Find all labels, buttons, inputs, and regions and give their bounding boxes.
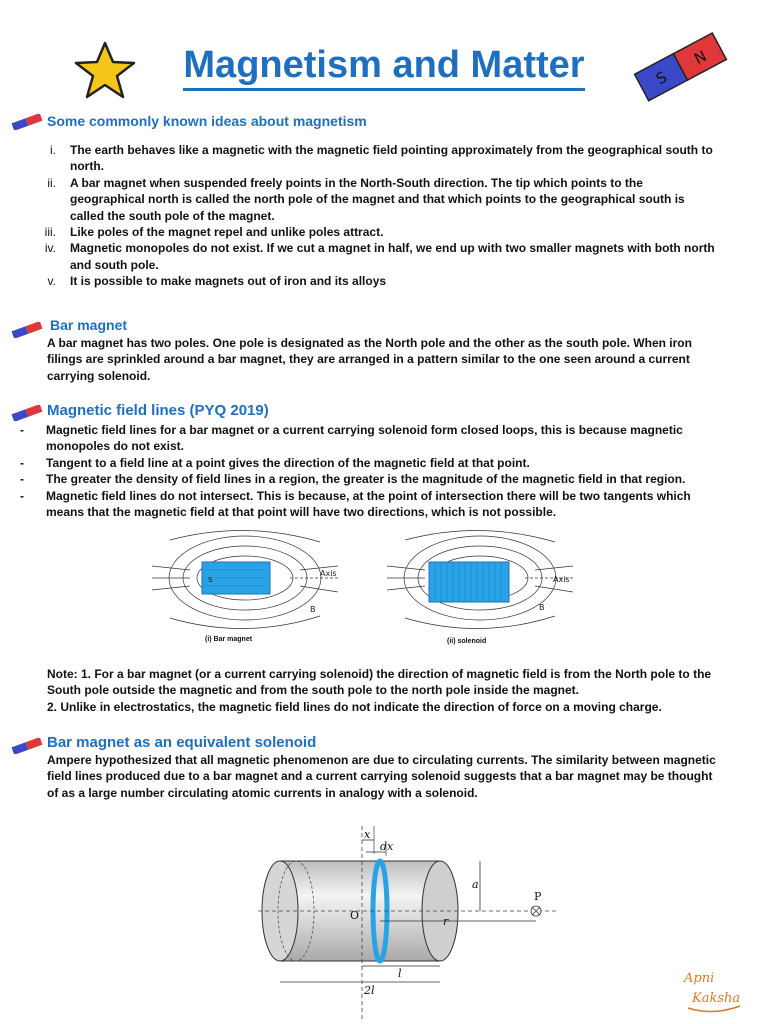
axis-label: Axis	[320, 569, 337, 578]
label-a: a	[472, 878, 479, 891]
label-o: O	[350, 909, 360, 922]
list-item: - Magnetic field lines do not intersect. This is because, at the point of intersection there will be two tangents which means that the magnetic field at that point will have two directions, which is not possible.	[20, 488, 691, 520]
svg-text:Apni: Apni	[684, 971, 715, 986]
mini-magnet-icon	[10, 405, 44, 421]
equivalent-solenoid-paragraph: Ampere hypothesized that all magnetic phenomenon are due to circulating currents. The similarity between magnetic field lines produced due to a bar magnet and a current carrying solenoid suggests that a bar magnet may be thought of as a large number circulating atomic currents in analogy with a solenoid.	[47, 753, 716, 800]
bar-magnet-field-figure	[150, 530, 340, 650]
note-paragraph-1: Note: 1. For a bar magnet (or a current carrying solenoid) the direction of magnetic field is from the North pole to the South pole outside the magnetic and from the south pole to the north pole inside the magnet.	[47, 667, 712, 698]
svg-text:Kaksha: Kaksha	[692, 991, 741, 1006]
label-x: x	[364, 828, 371, 841]
list-item: - The greater the density of field lines in a region, the greater is the magnitude of the magnetic field in that region.	[20, 472, 686, 487]
label-dx: dx	[380, 840, 394, 853]
label-l: l	[398, 967, 402, 980]
axis-label: Axis	[553, 575, 570, 584]
label-p: P	[534, 890, 542, 903]
section-heading-field-lines: Magnetic field lines (PYQ 2019)	[47, 402, 269, 419]
label-r: r	[443, 915, 449, 928]
list-item: - Magnetic field lines for a bar magnet or a current carrying solenoid form closed loops, this is because magnetic monopoles do not exist.	[20, 423, 683, 454]
note-paragraph-2: 2. Unlike in electrostatics, the magnetic field lines do not indicate the direction of force on a moving charge.	[47, 700, 662, 714]
section-heading-ideas: Some commonly known ideas about magnetism	[47, 113, 367, 129]
north-pole-label: N	[691, 46, 710, 69]
bar-magnet-icon	[628, 30, 732, 102]
section-heading-bar-magnet: Bar magnet	[50, 317, 128, 333]
field-lines-list	[20, 422, 720, 520]
south-pole-label: S	[653, 67, 670, 89]
figure-caption: (i) Bar magnet	[205, 636, 253, 643]
ideas-list	[30, 142, 720, 290]
list-item: iii. Like poles of the magnet repel and unlike poles attract.	[44, 225, 384, 240]
list-item: i. The earth behaves like a magnetic with the magnetic field pointing approximately from the geographical south to north.	[50, 143, 713, 174]
bar-magnet-paragraph: A bar magnet has two poles. One pole is designated as the North pole and the other as the south pole. When iron filings are sprinkled around a bar magnet, they are arranged in a pattern similar to the one seen around a current carrying solenoid.	[47, 336, 692, 383]
mini-magnet-icon	[10, 738, 44, 754]
apni-kaksha-logo	[678, 962, 748, 1018]
list-item: iv. Magnetic monopoles do not exist. If we cut a magnet in half, we end up with two smaller magnets with both north and south pole.	[44, 241, 715, 272]
field-label-b: B	[539, 603, 545, 612]
page-title: Magnetism and Matter	[0, 44, 768, 87]
list-item: ii. A bar magnet when suspended freely points in the North-South direction. The tip which points to the geographical north is called the north pole of the magnet and that which points to the geographical south is called the south pole of the magnet.	[47, 175, 685, 223]
mini-magnet-icon	[10, 114, 44, 130]
pole-label-s: S	[208, 576, 213, 584]
solenoid-field-figure	[385, 530, 575, 650]
solenoid-cylinder-diagram	[258, 826, 558, 1022]
field-label-b: B	[310, 605, 316, 614]
mini-magnet-icon	[10, 322, 44, 338]
list-item: v. It is possible to make magnets out of iron and its alloys	[47, 274, 387, 289]
section-heading-equivalent-solenoid: Bar magnet as an equivalent solenoid	[47, 734, 317, 751]
label-2l: 2l	[364, 984, 375, 997]
figure-caption: (ii) solenoid	[447, 638, 487, 645]
solenoid-field-diagram	[385, 530, 575, 650]
list-item: - Tangent to a field line at a point gives the direction of the magnetic field at that point.	[20, 455, 530, 470]
bar-magnet-field-diagram	[150, 530, 340, 650]
